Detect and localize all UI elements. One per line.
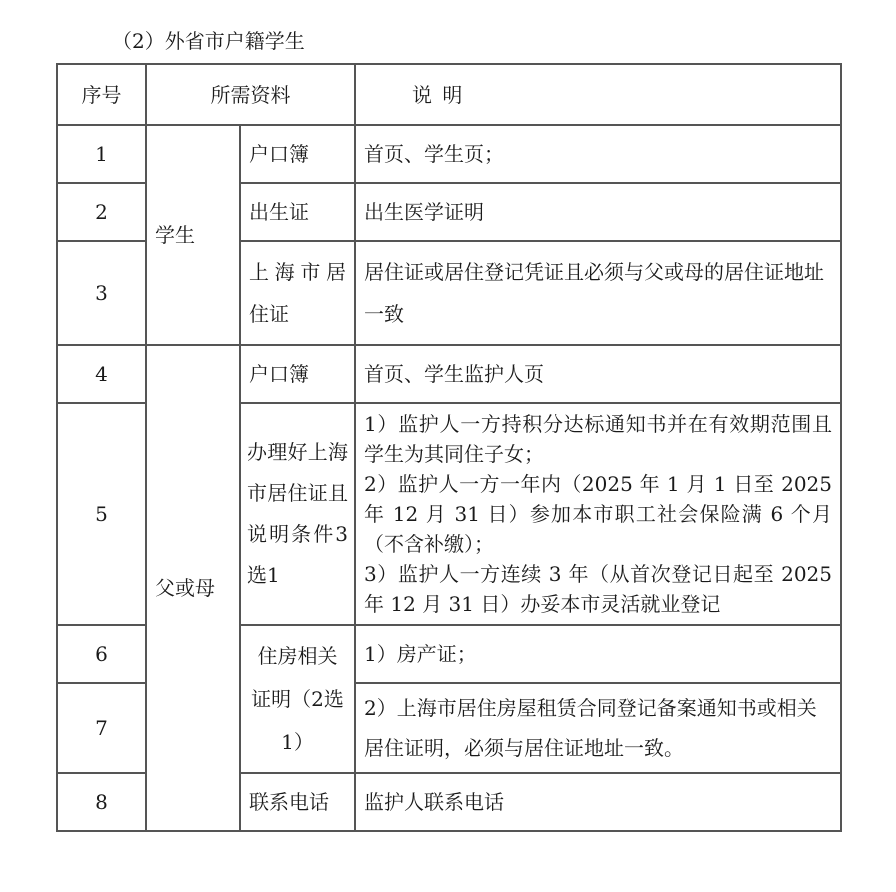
row-seq: 8 (57, 773, 146, 831)
doc-note: 监护人联系电话 (355, 773, 841, 831)
doc-note-list (355, 403, 841, 625)
doc-note: 首页、学生页； (355, 125, 841, 183)
group-parent: 父或母 (146, 345, 240, 831)
doc-note: 出生医学证明 (355, 183, 841, 241)
row-seq: 1 (57, 125, 146, 183)
doc-name: 户口簿 (240, 345, 355, 403)
doc-note: 首页、学生监护人页 (355, 345, 841, 403)
header-seq: 序号 (57, 64, 146, 125)
header-notes: 说 明 (355, 64, 841, 125)
doc-name: 户口簿 (240, 125, 355, 183)
doc-name: 住房相关证明（2选1） (240, 625, 355, 773)
doc-name: 出生证 (240, 183, 355, 241)
row-seq: 7 (57, 683, 146, 773)
doc-note: 居住证或居住登记凭证且必须与父或母的居住证地址一致 (355, 241, 841, 345)
table-row (57, 345, 841, 403)
doc-name: 上海市居住证 (240, 241, 355, 345)
doc-note: 1）房产证； (355, 625, 841, 683)
doc-note: 2）上海市居住房屋租赁合同登记备案通知书或相关居住证明，必须与居住证地址一致。 (355, 683, 841, 773)
row-seq: 5 (57, 403, 146, 625)
group-student: 学生 (146, 125, 240, 345)
row-seq: 6 (57, 625, 146, 683)
row-seq: 4 (57, 345, 146, 403)
doc-name: 联系电话 (240, 773, 355, 831)
row-seq: 2 (57, 183, 146, 241)
row-seq: 3 (57, 241, 146, 345)
doc-name: 办理好上海市居住证且说明条件3选1 (240, 403, 355, 625)
note-item: 2）监护人一方一年内（2025 年 1 月 1 日至 2025 年 12 月 31 日）参加本市职工社会保险满 6 个月（不含补缴）； (364, 472, 832, 556)
note-item: 3）监护人一方连续 3 年（从首次登记日起至 2025 年 12 月 31 日）办妥本市灵活就业登记 (364, 562, 832, 616)
note-item: 1）监护人一方持积分达标通知书并在有效期范围且学生为其同住子女； (364, 412, 832, 466)
requirements-table (56, 63, 842, 832)
table-row (57, 125, 841, 183)
header-materials: 所需资料 (146, 64, 355, 125)
header-row (57, 64, 841, 125)
section-heading: （2）外省市户籍学生 (112, 29, 305, 53)
